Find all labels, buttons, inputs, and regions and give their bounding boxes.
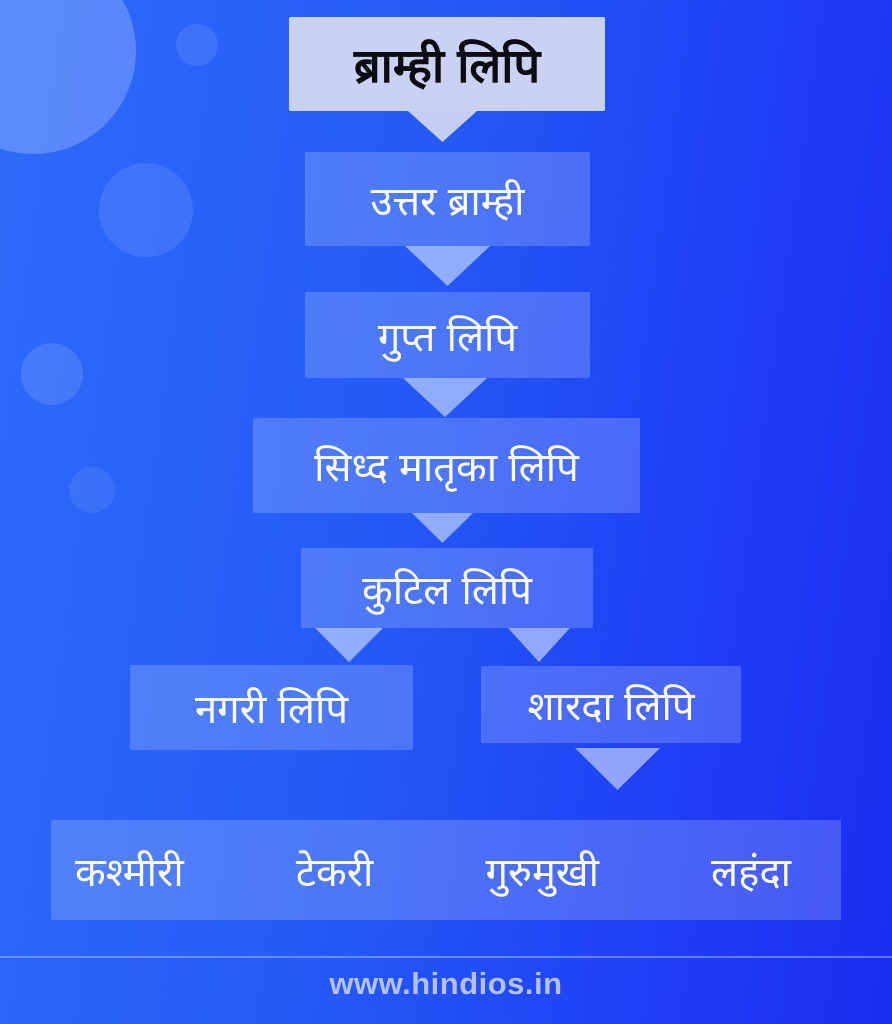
decor-circle-left — [21, 343, 83, 405]
leaf-tekri: टेकरी — [295, 850, 374, 895]
arrow-down-icon — [412, 513, 473, 543]
node-label: शारदा लिपि — [527, 685, 695, 729]
node-siddha-matrika-lipi — [253, 418, 640, 513]
decor-circle-large — [0, 0, 136, 154]
node-kutil-lipi — [301, 548, 593, 628]
leaf-lahanda: लहंदा — [711, 850, 791, 895]
decor-circle-small-top — [176, 24, 218, 66]
node-uttar-brahmi — [305, 152, 590, 246]
node-nagari-lipi — [130, 665, 413, 750]
node-label: कुटिल लिपि — [361, 568, 533, 613]
footer-divider — [0, 956, 892, 958]
arrow-down-icon — [408, 111, 477, 142]
node-label: गुप्त लिपि — [377, 315, 518, 360]
node-label: नगरी लिपि — [194, 688, 349, 732]
node-label: सिध्द मातृका लिपि — [314, 446, 579, 490]
decor-circle-faint — [69, 467, 115, 513]
arrow-down-icon — [403, 378, 487, 417]
node-label: उत्तर ब्राम्ही — [370, 179, 525, 224]
node-brahmi-lipi — [289, 17, 605, 111]
arrow-down-icon — [575, 748, 660, 790]
arrow-down-right-icon — [508, 628, 570, 662]
decor-circle-medium — [99, 163, 193, 257]
arrow-down-left-icon — [315, 628, 383, 662]
node-leaf-row — [51, 820, 841, 920]
leaf-gurumukhi: गुरुमुखी — [485, 850, 599, 895]
node-label: ब्राम्ही लिपि — [353, 39, 541, 92]
node-sharda-lipi — [481, 666, 741, 743]
leaf-kashmiri: कश्मीरी — [75, 850, 184, 895]
website-url: www.hindios.in — [329, 966, 563, 1001]
arrow-down-icon — [405, 246, 490, 286]
node-gupt-lipi — [305, 292, 590, 378]
